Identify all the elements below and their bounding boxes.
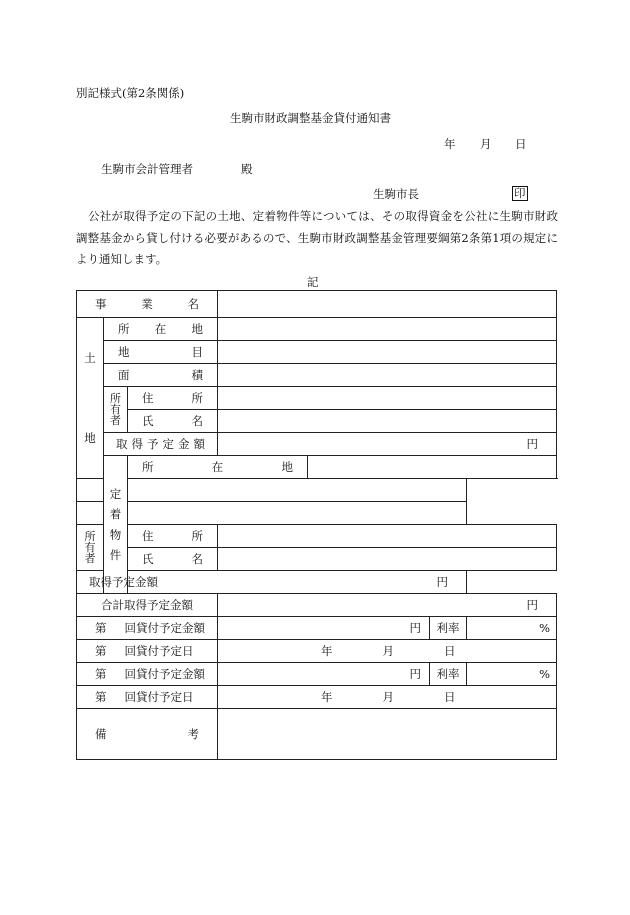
fixture-owner-name-row bbox=[77, 548, 557, 571]
fixture-location-field[interactable] bbox=[308, 456, 557, 479]
fixture-amount-label: 取得予定金額 bbox=[77, 571, 128, 594]
land-amount-label: 取得予定金額 bbox=[104, 433, 218, 456]
remarks-field[interactable] bbox=[218, 709, 557, 760]
fixture-owner-name-field[interactable] bbox=[218, 548, 557, 571]
fixture-amount-field[interactable]: 円 bbox=[128, 571, 467, 594]
fixture-group-label: 定 着 物 件 bbox=[104, 456, 128, 594]
loan-amount-row-1 bbox=[77, 617, 557, 640]
business-name-field[interactable] bbox=[218, 291, 557, 318]
loan-date-row-2 bbox=[77, 686, 557, 709]
land-amount-row bbox=[77, 433, 557, 456]
business-name-label: 事 業 名 bbox=[77, 291, 218, 318]
land-owner-name-field[interactable] bbox=[218, 410, 557, 433]
land-owner-address-field[interactable] bbox=[218, 387, 557, 410]
land-owner-address-row bbox=[77, 387, 557, 410]
loan-date-label-1: 第 回貸付予定日 bbox=[77, 640, 218, 663]
loan-date-label-2: 第 回貸付予定日 bbox=[77, 686, 218, 709]
fixture-blank-field-1[interactable] bbox=[128, 479, 467, 502]
land-amount-field[interactable]: 円 bbox=[218, 433, 557, 456]
business-name-row bbox=[77, 291, 557, 318]
ki-heading: 記 bbox=[307, 275, 319, 289]
document-title: 生駒市財政調整基金貸付通知書 bbox=[230, 111, 391, 125]
interest-rate-field-2[interactable]: % bbox=[467, 663, 557, 686]
fixture-amount-row bbox=[77, 571, 557, 594]
loan-form-table bbox=[76, 290, 557, 760]
remarks-row bbox=[77, 709, 557, 760]
fixture-blank-field-2[interactable] bbox=[128, 502, 467, 525]
honorific: 殿 bbox=[241, 162, 253, 176]
fixture-blank-row-2 bbox=[77, 502, 557, 525]
interest-rate-label-1: 利率 bbox=[430, 617, 467, 640]
fixture-blank-row-1 bbox=[77, 479, 557, 502]
land-category-row bbox=[77, 341, 557, 364]
date-month: 月 bbox=[480, 137, 492, 151]
loan-amount-row-2 bbox=[77, 663, 557, 686]
land-location-field[interactable] bbox=[218, 318, 557, 341]
seal-mark: 印 bbox=[514, 186, 526, 200]
fixture-owner-address-row bbox=[77, 525, 557, 548]
total-row bbox=[77, 594, 557, 617]
land-group-label: 土 地 bbox=[77, 318, 104, 479]
loan-amount-label-2: 第 回貸付予定金額 bbox=[77, 663, 218, 686]
loan-date-field-2[interactable]: 年 月 日 bbox=[218, 686, 557, 709]
fixture-owner-name-label: 氏 名 bbox=[128, 548, 218, 571]
fixture-owner-label: 所 有 者 bbox=[77, 525, 104, 571]
land-location-label: 所 在 地 bbox=[104, 318, 218, 341]
fixture-location-label: 所 在 地 bbox=[128, 456, 308, 479]
fixture-owner-address-field[interactable] bbox=[218, 525, 557, 548]
fixture-location-row bbox=[77, 456, 557, 479]
recipient: 生駒市会計管理者 bbox=[101, 162, 193, 176]
loan-date-row-1 bbox=[77, 640, 557, 663]
land-area-label: 面 積 bbox=[104, 364, 218, 387]
land-category-label: 地 目 bbox=[104, 341, 218, 364]
land-owner-label: 所 有 者 bbox=[104, 387, 128, 433]
land-location-row bbox=[77, 318, 557, 341]
loan-amount-field-1[interactable]: 円 bbox=[218, 617, 430, 640]
interest-rate-label-2: 利率 bbox=[430, 663, 467, 686]
land-owner-name-label: 氏 名 bbox=[128, 410, 218, 433]
land-area-field[interactable] bbox=[218, 364, 557, 387]
date-day: 日 bbox=[515, 137, 527, 151]
loan-date-field-1[interactable]: 年 月 日 bbox=[218, 640, 557, 663]
land-owner-address-label: 住 所 bbox=[128, 387, 218, 410]
total-field[interactable]: 円 bbox=[218, 594, 557, 617]
fixture-owner-address-label: 住 所 bbox=[128, 525, 218, 548]
body-paragraph: 公社が取得予定の下記の土地、定着物件等については、その取得資金を公社に生駒市財政調整基金から貸し付ける必要があるので、生駒市財政調整基金管理要綱第2条第1項の規定により通知します。 bbox=[76, 209, 558, 266]
loan-amount-label-1: 第 回貸付予定金額 bbox=[77, 617, 218, 640]
total-label: 合計取得予定金額 bbox=[77, 594, 218, 617]
form-label: 別記様式(第2条関係) bbox=[76, 86, 185, 100]
land-owner-name-row bbox=[77, 410, 557, 433]
land-area-row bbox=[77, 364, 557, 387]
date-year: 年 bbox=[444, 137, 456, 151]
sender: 生駒市長 bbox=[373, 187, 419, 201]
remarks-label: 備 考 bbox=[77, 709, 218, 760]
loan-amount-field-2[interactable]: 円 bbox=[218, 663, 430, 686]
interest-rate-field-1[interactable]: % bbox=[467, 617, 557, 640]
land-category-field[interactable] bbox=[218, 341, 557, 364]
